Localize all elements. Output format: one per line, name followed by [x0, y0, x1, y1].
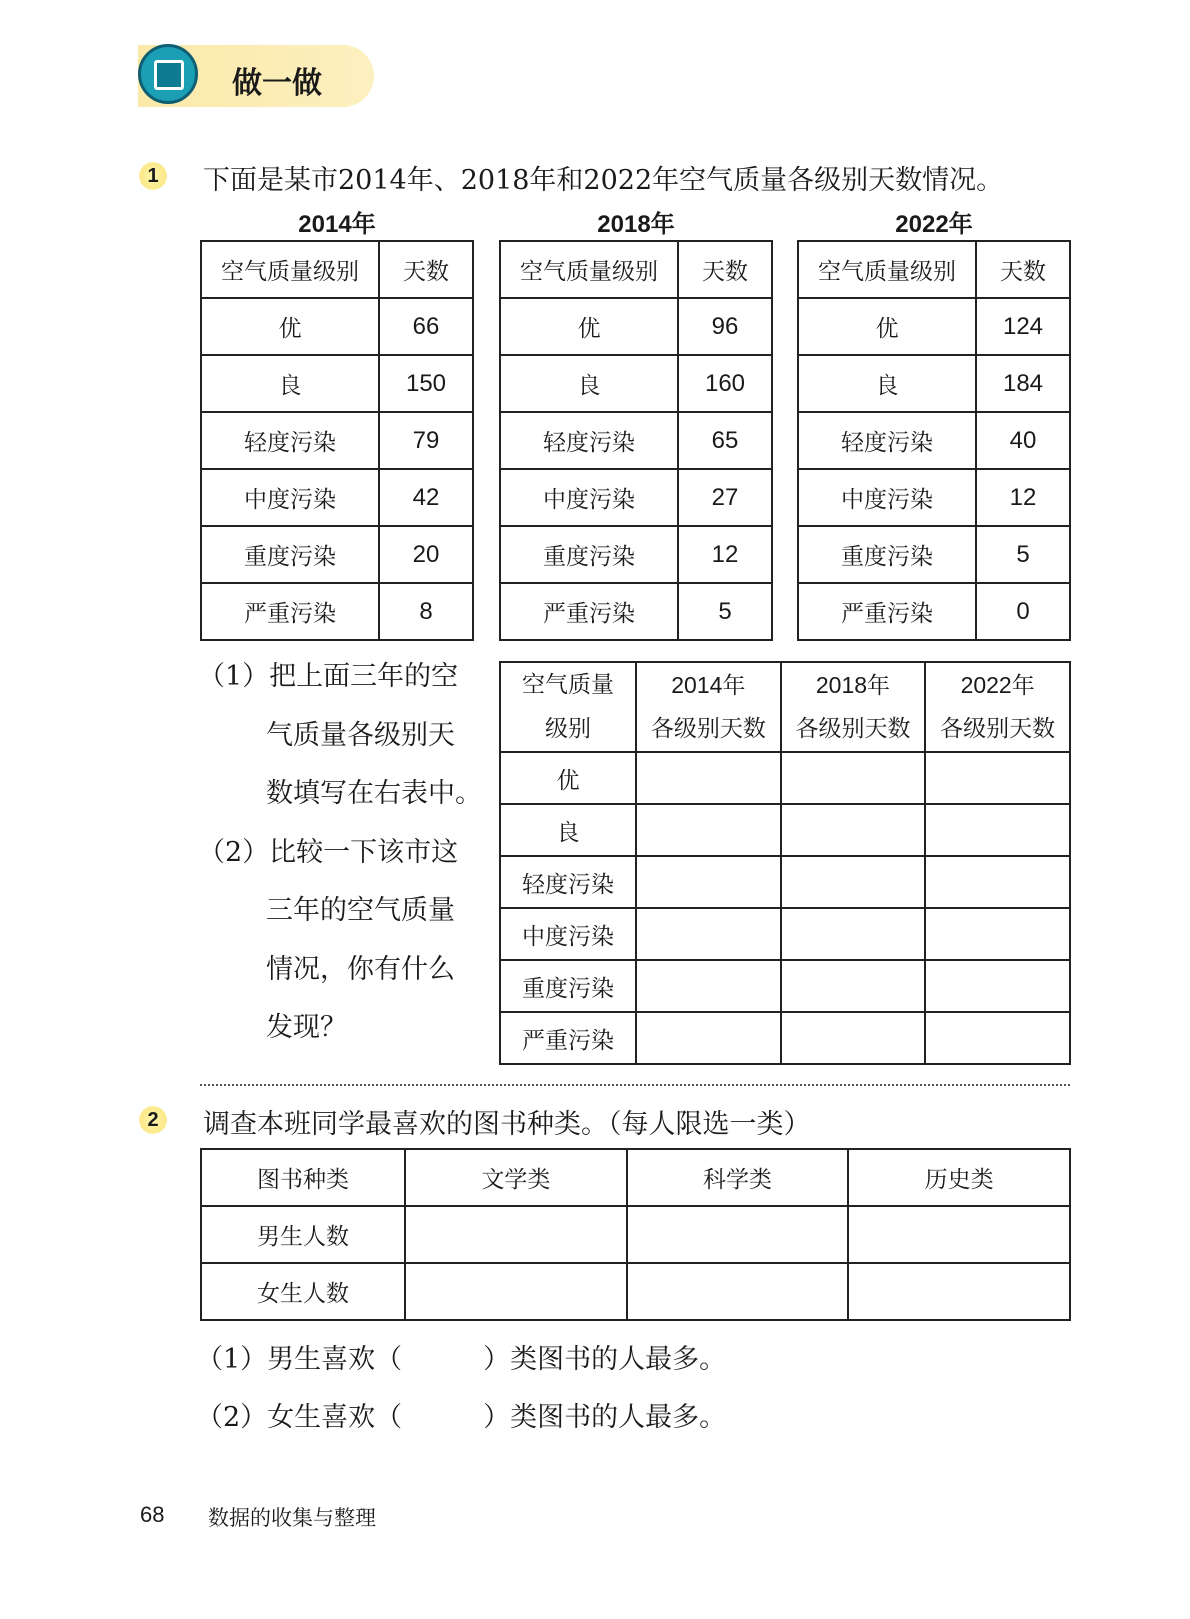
table-row	[201, 355, 473, 412]
level-cell: 中度污染	[500, 908, 636, 960]
blank-cell[interactable]	[781, 856, 926, 908]
blank-cell[interactable]	[848, 1263, 1070, 1320]
table-row	[798, 526, 1070, 583]
level-cell: 优	[201, 298, 379, 355]
table-row	[201, 1206, 1070, 1263]
header-year: 2022年	[960, 672, 1035, 698]
table-row	[500, 804, 1070, 856]
blank-cell[interactable]	[925, 752, 1070, 804]
header-level: 空气质量	[522, 672, 614, 698]
header-cell: 文学类	[405, 1149, 627, 1206]
summary-table	[499, 661, 1071, 1065]
air-quality-table-2018	[499, 240, 773, 641]
table-row	[201, 1263, 1070, 1320]
days-cell: 96	[678, 298, 772, 355]
level-cell: 中度污染	[201, 469, 379, 526]
year-label: 2018年	[597, 211, 675, 238]
days-cell: 42	[379, 469, 473, 526]
row-label: 男生人数	[201, 1206, 405, 1263]
blank-cell[interactable]	[636, 960, 781, 1012]
level-cell: 轻度污染	[500, 856, 636, 908]
blank-cell[interactable]	[925, 1012, 1070, 1064]
section-title: 做一做	[232, 66, 322, 101]
question-line: 气质量各级别天	[266, 719, 455, 751]
blank-cell[interactable]	[848, 1206, 1070, 1263]
table-row	[798, 298, 1070, 355]
table-row	[798, 583, 1070, 640]
question-line: 数填写在右表中。	[266, 778, 482, 809]
header-level: 级别	[545, 716, 591, 742]
chapter-title: 数据的收集与整理	[208, 1506, 376, 1530]
level-cell: 中度污染	[798, 469, 976, 526]
level-cell: 良	[201, 355, 379, 412]
year-label: 2022年	[895, 211, 973, 238]
table-row	[201, 412, 473, 469]
table-row	[201, 526, 473, 583]
blank-cell[interactable]	[405, 1206, 627, 1263]
table-row	[201, 583, 473, 640]
header-cell: 图书种类	[201, 1149, 405, 1206]
table-row	[500, 908, 1070, 960]
activity-icon	[138, 44, 198, 104]
problem-1-intro: 下面是某市2014年、2018年和2022年空气质量各级别天数情况。	[203, 165, 1004, 196]
book-survey-table	[200, 1148, 1071, 1321]
level-cell: 重度污染	[500, 960, 636, 1012]
days-cell: 27	[678, 469, 772, 526]
air-quality-table-2022	[797, 240, 1071, 641]
table-row	[500, 583, 772, 640]
table-row	[500, 856, 1070, 908]
problem-2-intro: 调查本班同学最喜欢的图书种类。（每人限选一类）	[203, 1109, 811, 1140]
header-level: 空气质量级别	[798, 241, 976, 298]
days-cell: 8	[379, 583, 473, 640]
blank-cell[interactable]	[627, 1206, 849, 1263]
header-sub: 各级别天数	[650, 716, 766, 742]
level-cell: 良	[500, 804, 636, 856]
blank-cell[interactable]	[781, 752, 926, 804]
header-cell: 历史类	[848, 1149, 1070, 1206]
table-row	[500, 1012, 1070, 1064]
blank-cell[interactable]	[636, 752, 781, 804]
level-cell: 重度污染	[201, 526, 379, 583]
blank-cell[interactable]	[627, 1263, 849, 1320]
table-row	[201, 298, 473, 355]
blank-cell[interactable]	[636, 1012, 781, 1064]
level-cell: 优	[798, 298, 976, 355]
row-label: 女生人数	[201, 1263, 405, 1320]
days-cell: 20	[379, 526, 473, 583]
header-year: 2018年	[815, 672, 891, 698]
days-cell: 66	[379, 298, 473, 355]
header-days: 天数	[678, 241, 772, 298]
header-days: 天数	[379, 241, 473, 298]
blank-cell[interactable]	[925, 960, 1070, 1012]
level-cell: 良	[500, 355, 678, 412]
table-row	[201, 469, 473, 526]
table-row	[798, 355, 1070, 412]
table-row	[500, 960, 1070, 1012]
table-row	[500, 355, 772, 412]
page-number: 68	[140, 1502, 165, 1527]
question-line: （2）比较一下该市这	[198, 836, 459, 868]
blank-cell[interactable]	[925, 804, 1070, 856]
question-line: 情况，你有什么	[266, 953, 455, 985]
header-year: 2014年	[671, 672, 746, 698]
days-cell: 5	[678, 583, 772, 640]
table-row	[500, 526, 772, 583]
blank-cell[interactable]	[636, 856, 781, 908]
level-cell: 轻度污染	[201, 412, 379, 469]
days-cell: 184	[976, 355, 1070, 412]
level-cell: 轻度污染	[798, 412, 976, 469]
days-cell: 12	[678, 526, 772, 583]
blank-cell[interactable]	[781, 804, 926, 856]
problem-1-questions	[198, 648, 482, 1058]
table-row	[500, 412, 772, 469]
question-line: 三年的空气质量	[266, 895, 455, 926]
days-cell: 65	[678, 412, 772, 469]
days-cell: 12	[976, 469, 1070, 526]
level-cell: 重度污染	[500, 526, 678, 583]
blank-cell[interactable]	[405, 1263, 627, 1320]
days-cell: 79	[379, 412, 473, 469]
table-row	[500, 298, 772, 355]
level-cell: 严重污染	[201, 583, 379, 640]
level-cell: 优	[500, 752, 636, 804]
level-cell: 轻度污染	[500, 412, 678, 469]
question-line: 发现？	[266, 1012, 347, 1043]
level-cell: 中度污染	[500, 469, 678, 526]
air-quality-table-2014	[200, 240, 474, 641]
problem-2-question-1: （1）男生喜欢（ ）类图书的人最多。	[196, 1344, 727, 1375]
level-cell: 良	[798, 355, 976, 412]
blank-cell[interactable]	[781, 908, 926, 960]
days-cell: 5	[976, 526, 1070, 583]
table-row	[500, 469, 772, 526]
header-cell: 科学类	[627, 1149, 849, 1206]
blank-cell[interactable]	[781, 1012, 926, 1064]
days-cell: 40	[976, 412, 1070, 469]
blank-cell[interactable]	[925, 908, 1070, 960]
blank-cell[interactable]	[636, 908, 781, 960]
blank-cell[interactable]	[636, 804, 781, 856]
divider	[200, 1084, 1070, 1086]
level-cell: 严重污染	[500, 1012, 636, 1064]
table-row	[798, 412, 1070, 469]
year-label: 2014年	[298, 211, 376, 238]
problem-1-number: 1	[139, 162, 167, 190]
level-cell: 严重污染	[798, 583, 976, 640]
table-row	[798, 469, 1070, 526]
days-cell: 0	[976, 583, 1070, 640]
header-sub: 各级别天数	[795, 716, 911, 742]
blank-cell[interactable]	[781, 960, 926, 1012]
header-sub: 各级别天数	[940, 716, 1056, 742]
header-days: 天数	[976, 241, 1070, 298]
days-cell: 124	[976, 298, 1070, 355]
days-cell: 150	[379, 355, 473, 412]
level-cell: 优	[500, 298, 678, 355]
days-cell: 160	[678, 355, 772, 412]
problem-2-number: 2	[139, 1106, 167, 1134]
header-level: 空气质量级别	[201, 241, 379, 298]
level-cell: 严重污染	[500, 583, 678, 640]
table-row	[500, 752, 1070, 804]
level-cell: 重度污染	[798, 526, 976, 583]
header-level: 空气质量级别	[500, 241, 678, 298]
problem-2-question-2: （2）女生喜欢（ ）类图书的人最多。	[196, 1402, 727, 1433]
blank-cell[interactable]	[925, 856, 1070, 908]
question-line: （1）把上面三年的空	[198, 661, 459, 692]
